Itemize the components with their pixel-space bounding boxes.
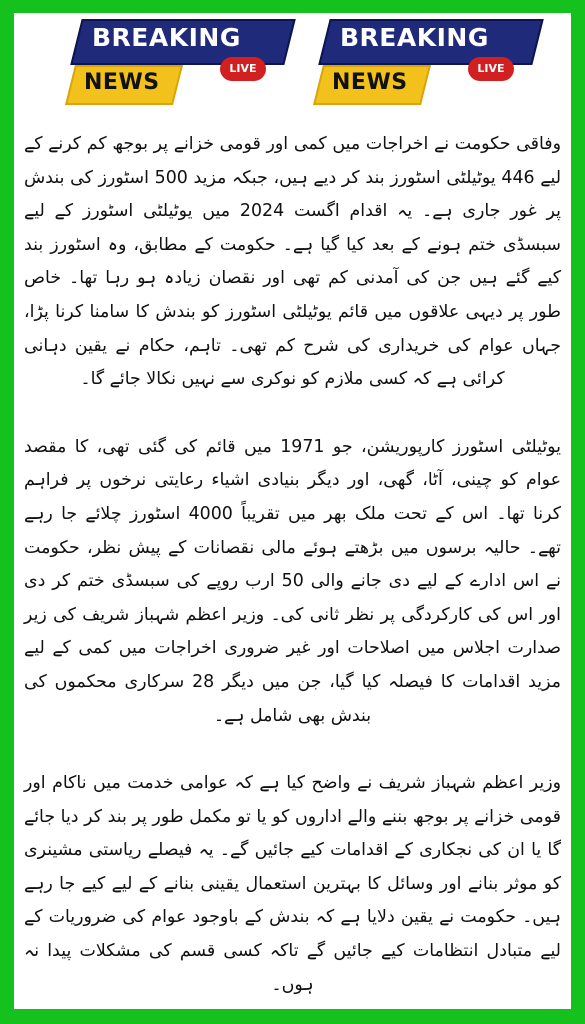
article-paragraph: وزیر اعظم شہباز شریف نے واضح کیا ہے کہ عوامی خدمت میں ناکام اور قومی خزانے پر بوجھ بننے والے اداروں کو یا تو مکمل طور پر بند کر دیا جائے گا یا ان کی نجکاری کے اقدامات کیے جائیں گے۔ یہ فیصلے ریاستی مشینری کو موثر بنانے اور وسائل کا بہترین استعمال یقینی بنانے کے لیے کیے جا رہے ہیں۔ حکومت نے یقین دلایا ہے کہ بندش کے باوجود عوام کی ضروریات کے لیے متبادل انتظامات کیے جائیں گے تاکہ کسی قسم کی مشکلات پیدا نہ ہوں۔ xyxy=(24,773,561,995)
article-body xyxy=(24,128,561,1002)
article-paragraph: یوٹیلٹی اسٹورز کارپوریشن، جو 1971 میں قائم کی گئی تھی، کا مقصد عوام کو چینی، آٹا، گھی، اور دیگر بنیادی اشیاء رعایتی نرخوں پر فراہم کرنا تھا۔ اس کے تحت ملک بھر میں تقریباً 4000 اسٹورز چلائے جا رہے تھے۔ حالیہ برسوں میں بڑھتے ہوئے مالی نقصانات کے پیش نظر، حکومت نے اس ادارے کے لیے دی جانے والی 50 ارب روپے کی سبسڈی ختم کر دی اور اس کی کارکردگی پر نظر ثانی کی۔ وزیر اعظم شہباز شریف کی زیر صدارت اجلاس میں اصلاحات اور غیر ضروری اخراجات میں کمی کے لیے مزید اقدامات کا فیصلہ کیا گیا، جن میں دیگر 28 سرکاری محکموں کی بندش بھی شامل ہے۔ xyxy=(24,436,561,726)
article-card xyxy=(14,13,571,1009)
live-badge: LIVE xyxy=(220,57,266,81)
news-label: NEWS xyxy=(332,70,408,95)
breaking-news-badge xyxy=(318,15,548,115)
live-badge: LIVE xyxy=(468,57,514,81)
article-paragraph: وفاقی حکومت نے اخراجات میں کمی اور قومی خزانے پر بوجھ کم کرنے کے لیے 446 یوٹیلٹی اسٹورز بند کر دیے ہیں، جبکہ مزید 500 اسٹورز کی بندش پر غور جاری ہے۔ یہ اقدام اگست 2024 میں یوٹیلٹی اسٹورز کے لیے سبسڈی ختم ہونے کے بعد کیا گیا ہے۔ حکومت کے مطابق، وہ اسٹورز بند کیے گئے ہیں جن کی آمدنی کم تھی اور نقصان زیادہ ہو رہا تھا۔ خاص طور پر دیہی علاقوں میں قائم یوٹیلٹی اسٹورز کو بندش کا سامنا کرنا پڑا، جہاں عوام کی خریداری کی شرح کم تھی۔ تاہم، حکام نے یقین دہانی کرائی ہے کہ کسی ملازم کو نوکری سے نہیں نکالا جائے گا۔ xyxy=(24,134,562,390)
news-label: NEWS xyxy=(84,70,160,95)
breaking-label: BREAKING xyxy=(340,23,489,52)
breaking-label: BREAKING xyxy=(92,23,241,52)
breaking-news-badge xyxy=(70,15,300,115)
